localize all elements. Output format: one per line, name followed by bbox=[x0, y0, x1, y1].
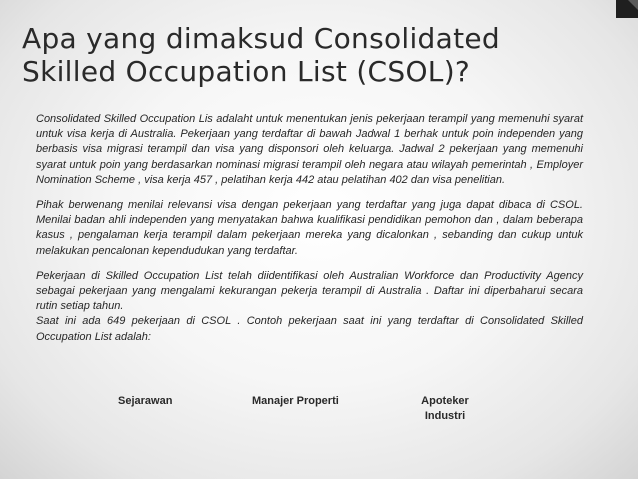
paragraph-3: Pekerjaan di Skilled Occupation List telah diidentifikasi oleh Australian Workforce dan Productivity Agency sebagai pekerjaan yang mengalami kekurangan pekerja terampil di Australia . Daftar ini diperbaharui secara rutin setiap tahun. bbox=[36, 269, 583, 313]
example-occupation-3: Apoteker Industri bbox=[421, 395, 469, 422]
slide-title bbox=[22, 22, 622, 88]
paragraph-4: Saat ini ada 649 pekerjaan di CSOL . Contoh pekerjaan saat ini yang terdaftar di Consolidated Skilled Occupation List adalah: bbox=[36, 315, 583, 343]
paragraph-2: Pihak berwenang menilai relevansi visa dengan pekerjaan yang terdaftar yang juga dapat dibaca di CSOL. Menilai badan ahli independen yang menyatakan bahwa kualifikasi pendidikan pemohon dan , dalam beberapa kasus , pengalaman kerja terampil dalam pekerjaan mereka yang dicalonkan , sebanding dan cukup untuk melakukan pencalonan kependudukan yang terdaftar. bbox=[36, 199, 583, 257]
slide-title-line-1: Apa yang dimaksud Consolidated bbox=[22, 22, 500, 55]
corner-fold-shape bbox=[628, 0, 638, 10]
example-occupation-1: Sejarawan bbox=[118, 395, 173, 407]
corner-decoration bbox=[616, 0, 638, 18]
slide-title-line-2: Skilled Occupation List (CSOL)? bbox=[22, 55, 471, 88]
slide-body bbox=[36, 112, 583, 345]
example-occupation-2: Manajer Properti bbox=[252, 395, 339, 407]
paragraph-1: Consolidated Skilled Occupation Lis adalaht untuk menentukan jenis pekerjaan terampil yang memenuhi syarat untuk visa kerja di Australia. Pekerjaan yang terdaftar di bawah Jadwal 1 berhak untuk poin independen yang berbasis visa migrasi terampil dan visa yang disponsori oleh keluarga. Jadwal 2 pekerjaan yang memenuhi syarat untuk poin yang berdasarkan nominasi migrasi terampil oleh negara atau wilayah pemerintah , Employer Nomination Scheme , visa kerja 457 , pelatihan kerja 442 atau pelatihan 402 dan visa penelitian. bbox=[36, 113, 583, 186]
